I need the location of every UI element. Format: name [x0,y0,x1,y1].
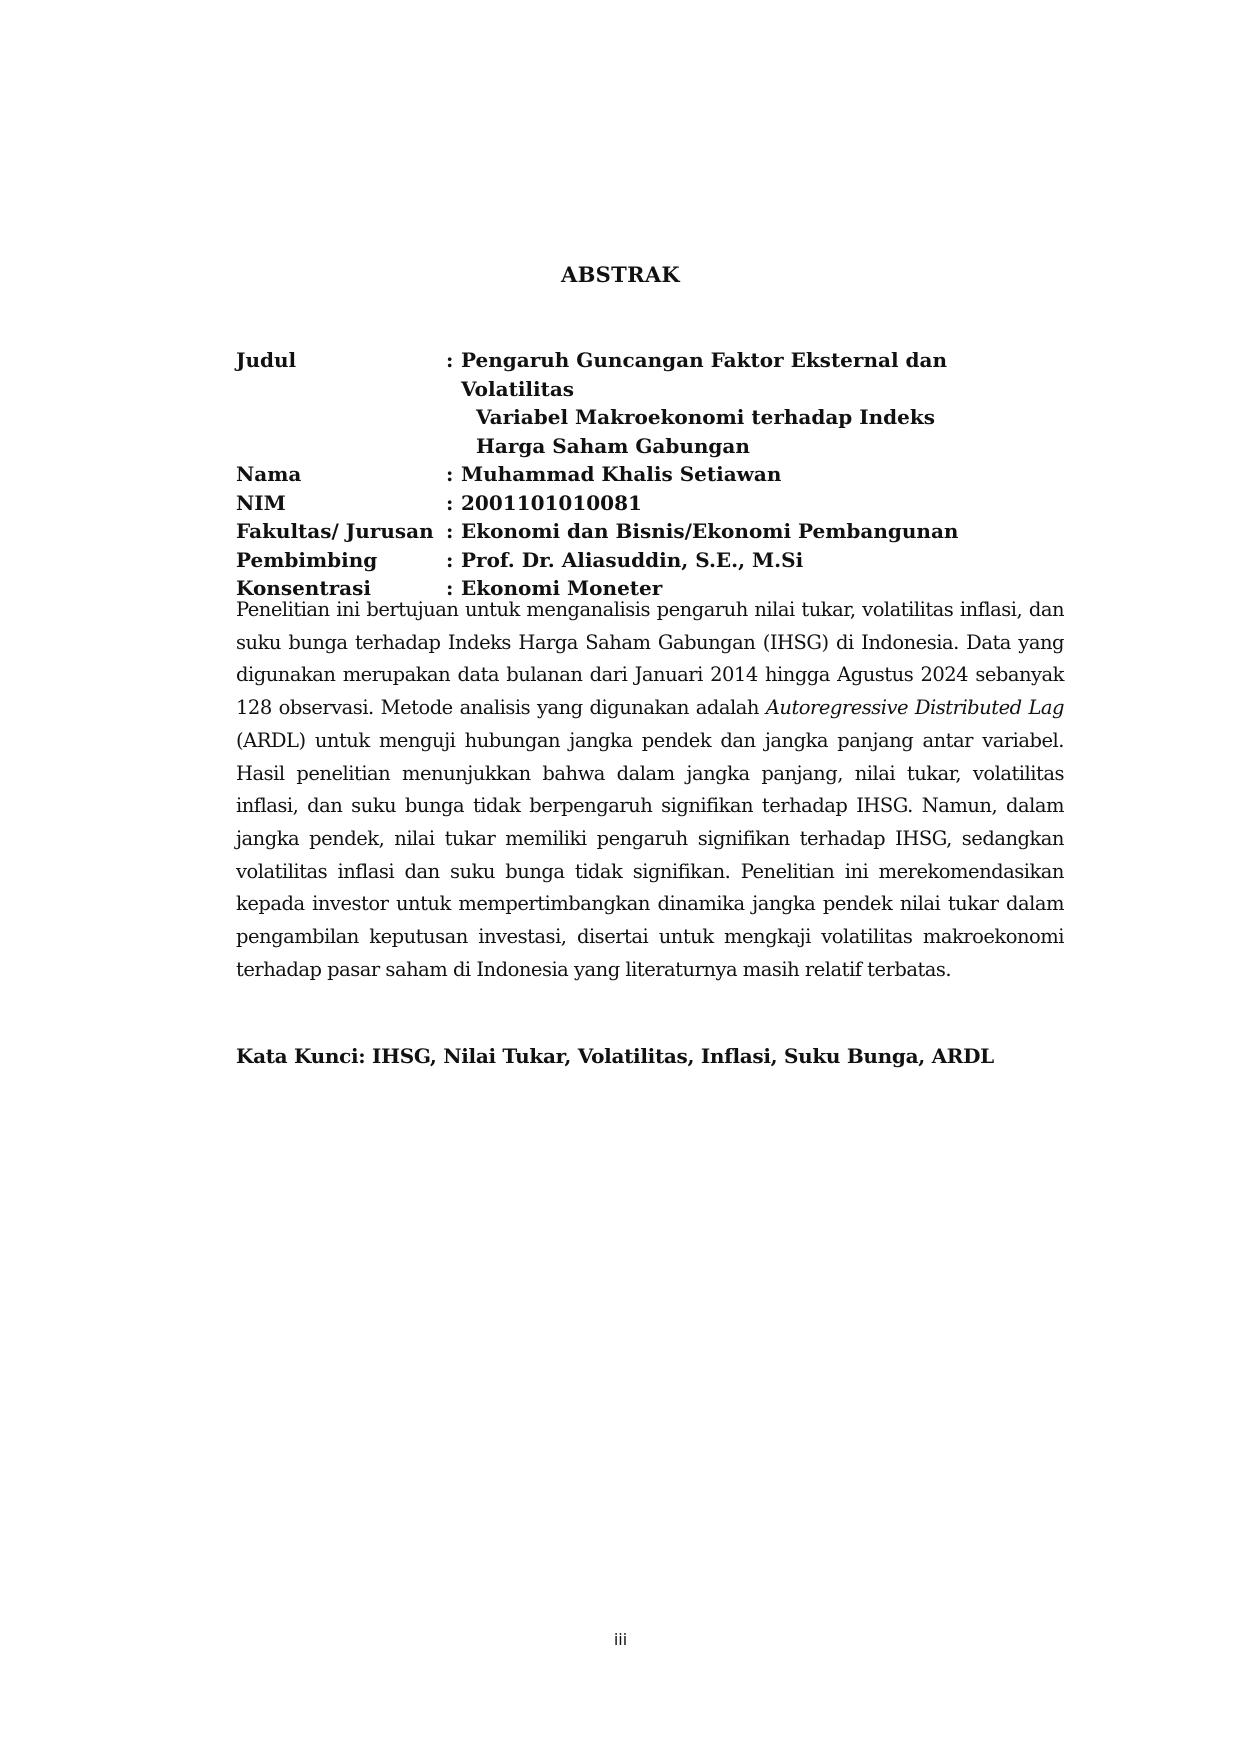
page-number: iii [613,1630,628,1649]
meta-value: Ekonomi dan Bisnis/Ekonomi Pembangunan [461,519,959,543]
meta-row-nama [236,460,1066,489]
meta-value: Ekonomi Moneter [461,576,663,600]
meta-label: NIM [236,490,286,515]
meta-label: Nama [236,462,302,486]
meta-label: Judul [236,348,297,372]
title-line: Variabel Makroekonomi terhadap Indeks [476,405,935,429]
colon: : [446,576,454,600]
keywords: Kata Kunci: IHSG, Nilai Tukar, Volatilitas, Inflasi, Suku Bunga, ARDL [236,1044,994,1068]
meta-row-fakultas [236,517,1066,546]
meta-value: Prof. Dr. Aliasuddin, S.E., M.Si [461,547,804,572]
meta-value: Muhammad Khalis Setiawan [461,462,782,486]
meta-value: 2001101010081 [461,490,642,515]
colon: : [446,348,454,372]
abstract-italic-term: Autoregressive Distributed Lag [765,696,1065,720]
colon: : [446,490,454,515]
meta-label: Fakultas/ Jurusan [236,519,434,543]
colon: : [446,462,454,486]
meta-row-pembimbing [236,546,1066,575]
abstract-text: (ARDL) untuk menguji hubungan jangka pendek dan jangka panjang antar variabel. Hasil penelitian menunjukkan bahwa dalam jangka panjang, nilai tukar, volatilitas inflasi, dan suku bunga tidak berpengaruh signifikan terhadap IHSG. Namun, dalam jangka pendek, nilai tukar memiliki pengaruh signifikan terhadap IHSG, sedangkan volatilitas inflasi dan suku bunga tidak signifikan. Penelitian ini merekomendasikan kepada investor untuk mempertimbangkan dinamika jangka pendek nilai tukar dalam pengambilan keputusan investasi, disertai untuk mengkaji volatilitas makroekonomi terhadap pasar saham di Indonesia yang literaturnya masih relatif terbatas. [236,728,1064,981]
meta-label: Konsentrasi [236,576,371,600]
title-line: Pengaruh Guncangan Faktor Eksternal dan Volatilitas [461,348,947,401]
title-line: Harga Saham Gabungan [476,433,750,458]
meta-value-title [446,346,1066,460]
meta-label: Pembimbing [236,547,378,572]
colon: : [446,519,454,543]
meta-row-nim [236,489,1066,518]
meta-row-judul [236,346,1066,460]
abstract-body [236,594,1064,986]
metadata-table [236,346,1066,603]
page-title: ABSTRAK [561,262,680,287]
abstract-text: Penelitian ini bertujuan untuk menganalisis pengaruh nilai tukar, volatilitas inflasi, dan suku bunga terhadap Indeks Harga Saham Gabungan (IHSG) di Indonesia. Data yang digunakan merupakan data bulanan dari Januari 2014 hingga Agustus 2024 sebanyak 128 observasi. Metode analisis yang digunakan adalah [236,598,1064,720]
colon: : [446,547,454,572]
